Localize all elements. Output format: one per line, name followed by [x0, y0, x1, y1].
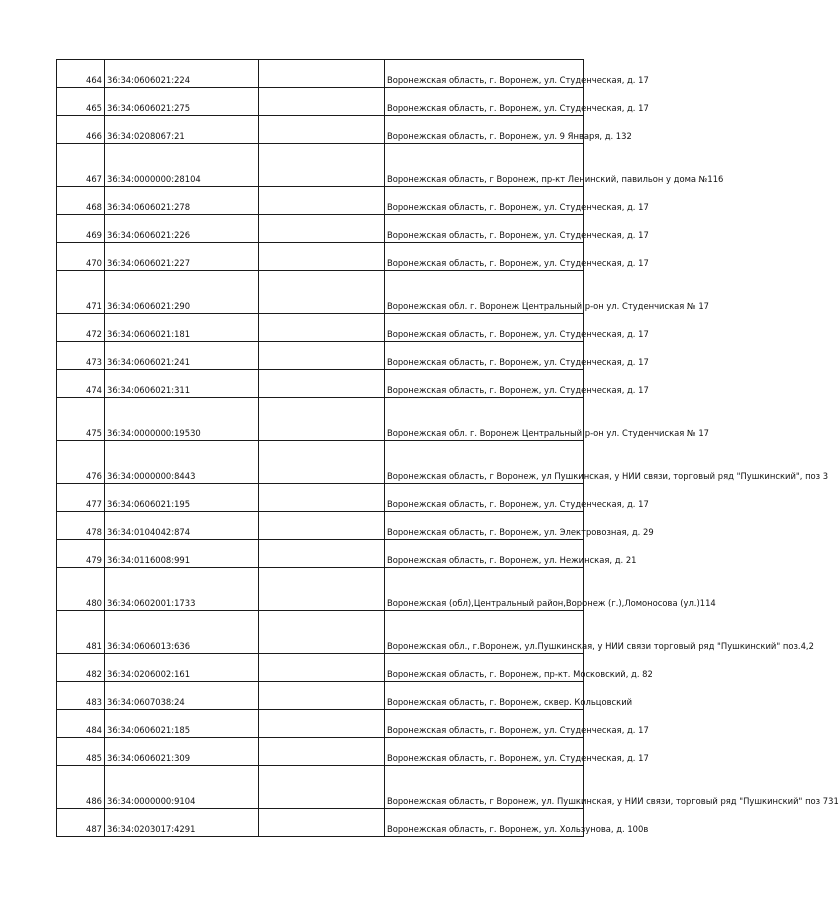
empty-cell — [259, 314, 385, 342]
row-number: 469 — [57, 215, 105, 243]
cadastral-number: 36:34:0606013:636 — [105, 611, 259, 654]
cadastral-number: 36:34:0203017:4291 — [105, 809, 259, 837]
table-row — [57, 540, 584, 568]
cadastral-number: 36:34:0208067:21 — [105, 116, 259, 144]
row-number: 475 — [57, 398, 105, 441]
empty-cell — [259, 710, 385, 738]
row-number: 486 — [57, 766, 105, 809]
row-number: 467 — [57, 144, 105, 187]
empty-cell — [259, 342, 385, 370]
row-number: 474 — [57, 370, 105, 398]
row-number: 481 — [57, 611, 105, 654]
cadastral-number: 36:34:0104042:874 — [105, 512, 259, 540]
table-row — [57, 60, 584, 88]
cadastral-number: 36:34:0000000:9104 — [105, 766, 259, 809]
table-row — [57, 568, 584, 611]
table-row — [57, 144, 584, 187]
address: Воронежская область, г. Воронеж, ул. 9 Января, д. 132 — [385, 116, 584, 144]
cadastral-number: 36:34:0606021:290 — [105, 271, 259, 314]
empty-cell — [259, 144, 385, 187]
table-row — [57, 187, 584, 215]
table-row — [57, 314, 584, 342]
table-row — [57, 271, 584, 314]
address: Воронежская область, г. Воронеж, ул. Студенческая, д. 17 — [385, 215, 584, 243]
empty-cell — [259, 540, 385, 568]
cadastral-number: 36:34:0607038:24 — [105, 682, 259, 710]
empty-cell — [259, 243, 385, 271]
row-number: 476 — [57, 441, 105, 484]
row-number: 464 — [57, 60, 105, 88]
empty-cell — [259, 766, 385, 809]
empty-cell — [259, 738, 385, 766]
row-number: 487 — [57, 809, 105, 837]
table-row — [57, 484, 584, 512]
address: Воронежская область, г. Воронеж, ул. Студенческая, д. 17 — [385, 484, 584, 512]
cadastral-number: 36:34:0116008:991 — [105, 540, 259, 568]
table-row — [57, 342, 584, 370]
table-row — [57, 682, 584, 710]
table-row — [57, 370, 584, 398]
address: Воронежская область, г. Воронеж, ул. Студенческая, д. 17 — [385, 738, 584, 766]
table-row — [57, 441, 584, 484]
cadastral-number: 36:34:0606021:195 — [105, 484, 259, 512]
empty-cell — [259, 60, 385, 88]
address: Воронежская обл. г. Воронеж Центральный р-он ул. Студенчиская № 17 — [385, 271, 584, 314]
address: Воронежская область, г. Воронеж, ул. Хользунова, д. 100в — [385, 809, 584, 837]
empty-cell — [259, 512, 385, 540]
address: Воронежская область, г. Воронеж, ул. Студенческая, д. 17 — [385, 88, 584, 116]
row-number: 473 — [57, 342, 105, 370]
address: Воронежская (обл),Центральный район,Воронеж (г.),Ломоносова (ул.)114 — [385, 568, 584, 611]
cadastral-number: 36:34:0000000:19530 — [105, 398, 259, 441]
empty-cell — [259, 611, 385, 654]
address: Воронежская область, г. Воронеж, ул. Студенческая, д. 17 — [385, 314, 584, 342]
address: Воронежская область, г. Воронеж, ул. Нежинская, д. 21 — [385, 540, 584, 568]
table-row — [57, 766, 584, 809]
table-row — [57, 611, 584, 654]
address: Воронежская область, г. Воронеж, ул. Студенческая, д. 17 — [385, 370, 584, 398]
row-number: 477 — [57, 484, 105, 512]
row-number: 484 — [57, 710, 105, 738]
cadastral-number: 36:34:0000000:28104 — [105, 144, 259, 187]
empty-cell — [259, 215, 385, 243]
empty-cell — [259, 441, 385, 484]
empty-cell — [259, 654, 385, 682]
address: Воронежская область, г. Воронеж, ул. Электровозная, д. 29 — [385, 512, 584, 540]
address: Воронежская область, г. Воронеж, ул. Студенческая, д. 17 — [385, 342, 584, 370]
table-row — [57, 710, 584, 738]
empty-cell — [259, 568, 385, 611]
cadastral-number: 36:34:0606021:185 — [105, 710, 259, 738]
address: Воронежская область, г. Воронеж, ул. Студенческая, д. 17 — [385, 710, 584, 738]
empty-cell — [259, 271, 385, 314]
row-number: 485 — [57, 738, 105, 766]
address: Воронежская область, г. Воронеж, пр-кт. Московский, д. 82 — [385, 654, 584, 682]
address: Воронежская обл. г. Воронеж Центральный р-он ул. Студенчиская № 17 — [385, 398, 584, 441]
address: Воронежская область, г Воронеж, ул Пушкинская, у НИИ связи, торговый ряд "Пушкинский", поз 3 — [385, 441, 584, 484]
row-number: 479 — [57, 540, 105, 568]
empty-cell — [259, 398, 385, 441]
row-number: 471 — [57, 271, 105, 314]
table-row — [57, 116, 584, 144]
cadastral-number: 36:34:0606021:181 — [105, 314, 259, 342]
empty-cell — [259, 484, 385, 512]
cadastral-number: 36:34:0606021:309 — [105, 738, 259, 766]
cadastral-number: 36:34:0602001:1733 — [105, 568, 259, 611]
table-row — [57, 738, 584, 766]
cadastral-number: 36:34:0606021:227 — [105, 243, 259, 271]
table-row — [57, 654, 584, 682]
address: Воронежская обл., г.Воронеж, ул.Пушкинская, у НИИ связи торговый ряд "Пушкинский" поз.4,2 — [385, 611, 584, 654]
row-number: 468 — [57, 187, 105, 215]
row-number: 483 — [57, 682, 105, 710]
table-row — [57, 512, 584, 540]
empty-cell — [259, 116, 385, 144]
row-number: 465 — [57, 88, 105, 116]
registry-table — [56, 59, 839, 837]
empty-cell — [259, 88, 385, 116]
table-row — [57, 215, 584, 243]
cadastral-number: 36:34:0606021:224 — [105, 60, 259, 88]
cadastral-number: 36:34:0606021:275 — [105, 88, 259, 116]
row-number: 478 — [57, 512, 105, 540]
empty-cell — [259, 187, 385, 215]
row-number: 472 — [57, 314, 105, 342]
cadastral-number: 36:34:0606021:226 — [105, 215, 259, 243]
row-number: 482 — [57, 654, 105, 682]
registry-table-body — [57, 60, 839, 837]
table-row — [57, 809, 584, 837]
address: Воронежская область, г. Воронеж, ул. Студенческая, д. 17 — [385, 187, 584, 215]
empty-cell — [259, 809, 385, 837]
table-row — [57, 398, 584, 441]
table-row — [57, 243, 584, 271]
address: Воронежская область, г. Воронеж, сквер. Кольцовский — [385, 682, 584, 710]
empty-cell — [259, 370, 385, 398]
cadastral-number: 36:34:0000000:8443 — [105, 441, 259, 484]
cadastral-number: 36:34:0606021:311 — [105, 370, 259, 398]
table-row — [57, 88, 584, 116]
cadastral-number: 36:34:0606021:278 — [105, 187, 259, 215]
row-number: 466 — [57, 116, 105, 144]
address: Воронежская область, г Воронеж, ул. Пушкинская, у НИИ связи, торговый ряд "Пушкинский" поз 731 — [385, 766, 584, 809]
row-number: 470 — [57, 243, 105, 271]
empty-cell — [259, 682, 385, 710]
address: Воронежская область, г. Воронеж, ул. Студенческая, д. 17 — [385, 243, 584, 271]
cadastral-number: 36:34:0606021:241 — [105, 342, 259, 370]
address: Воронежская область, г. Воронеж, ул. Студенческая, д. 17 — [385, 60, 584, 88]
address: Воронежская область, г Воронеж, пр-кт Ленинский, павильон у дома №116 — [385, 144, 584, 187]
row-number: 480 — [57, 568, 105, 611]
cadastral-number: 36:34:0206002:161 — [105, 654, 259, 682]
